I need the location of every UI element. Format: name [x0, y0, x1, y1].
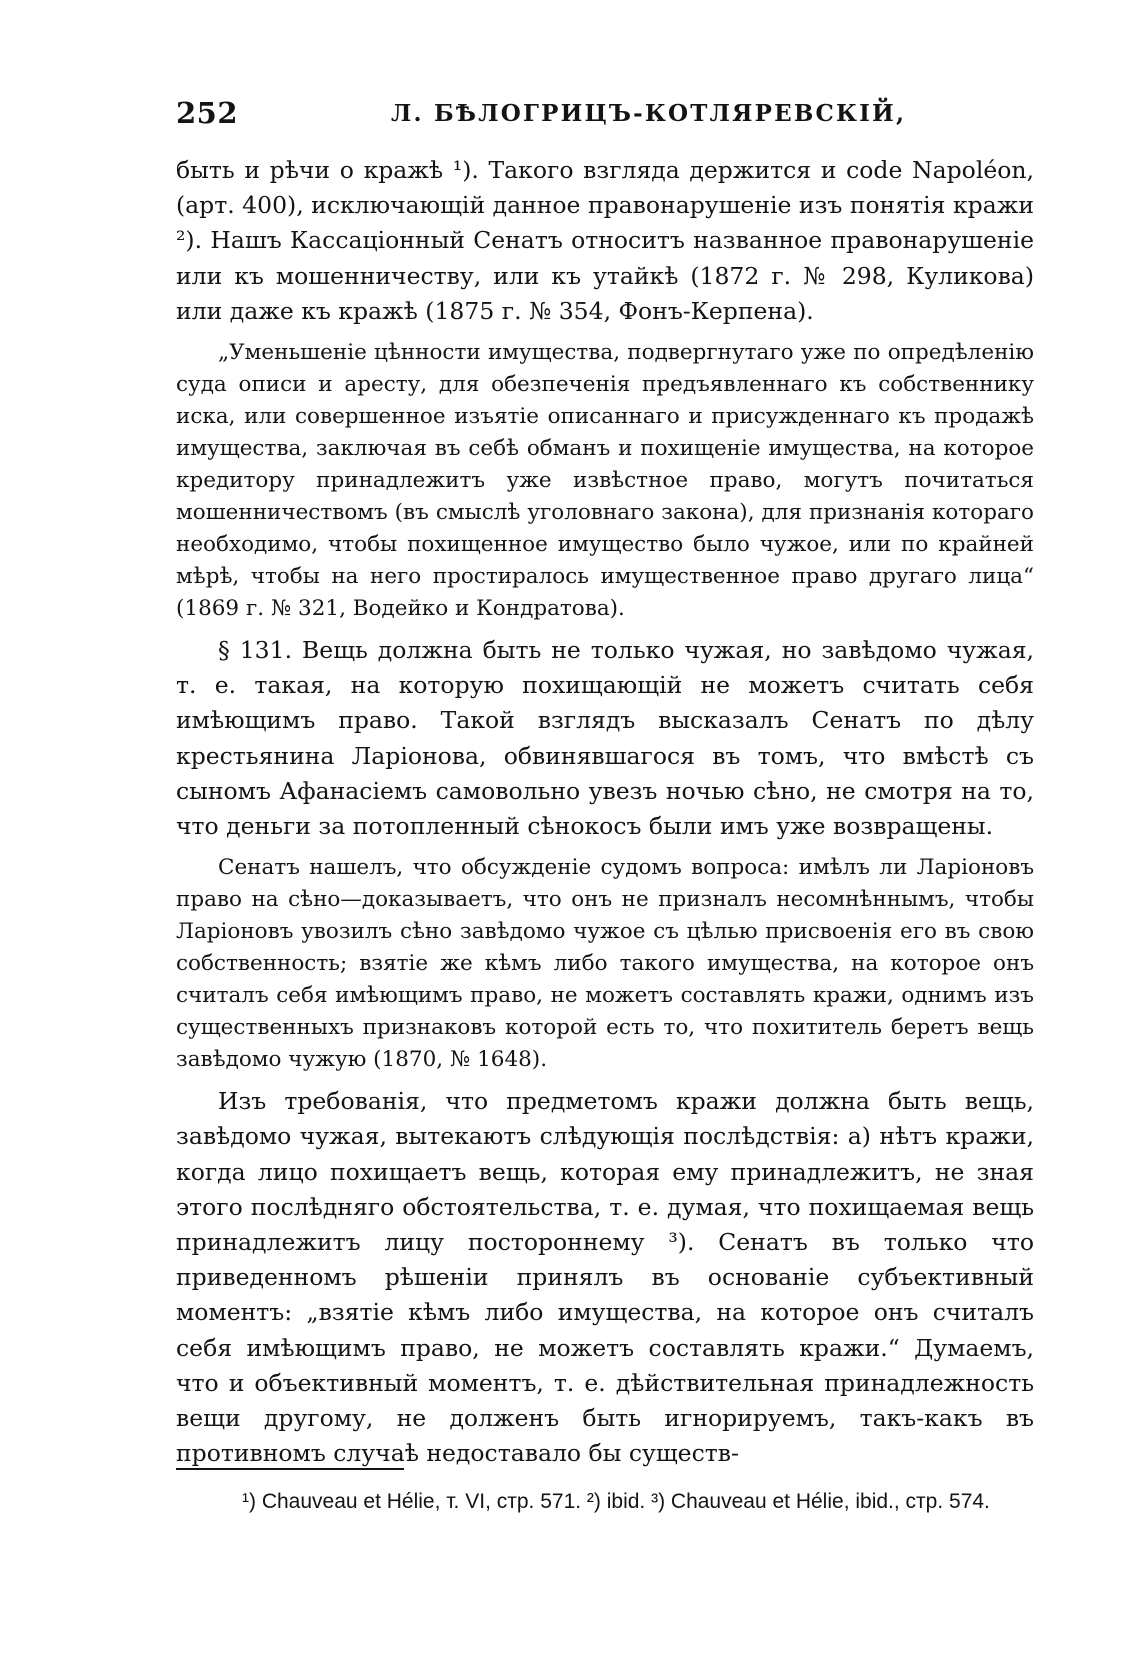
paragraph-quotation: „Уменьшеніе цѣнности имущества, подвергнутаго уже по опредѣленію суда описи и аресту, для обезпеченія предъявленнаго къ собственнику иска, или совершенное изъятіе описаннаго и присужденнаго къ продажѣ имущества, заключая въ себѣ обманъ и похищеніе имущества, на которое кредитору принадлежитъ уже извѣстное право, могутъ почитаться мошенничествомъ (въ смыслѣ уголовнаго закона), для признанія котораго необходимо, чтобы похищенное имущество было чужое, или по крайней мѣрѣ, чтобы на него простиралось имущественное право другаго лица“ (1869 г. № 321, Водейко и Кондратова).	[176, 340, 1034, 622]
body-text	[176, 153, 1034, 1471]
running-title: Л. БѢЛОГРИЦЪ-КОТЛЯРЕВСКІЙ,	[391, 100, 907, 127]
footnotes	[176, 1486, 1034, 1518]
paragraph-consequences: Изъ требованія, что предметомъ кражи должна быть вещь, завѣдомо чужая, вытекаютъ слѣдующія послѣдствія: а) нѣтъ кражи, когда лицо похищаетъ вещь, которая ему принадлежитъ, не зная этого послѣдняго обстоятельства, т. е. думая, что похищаемая вещь принадлежитъ лицу постороннему ³). Сенатъ въ только что приведенномъ рѣшеніи принялъ въ основаніе субъективный моментъ: „взятіе кѣмъ либо имущества, на которое онъ считалъ себя имѣющимъ право, не можетъ составлять кражи.“ Думаемъ, что и объективный моментъ, т. е. дѣйствительная принадлежность вещи другому, не долженъ быть игнорируемъ, такъ-какъ въ противномъ случаѣ недоставало бы существ-	[176, 1087, 1034, 1468]
paragraph-continuation: быть и рѣчи о кражѣ ¹). Такого взгляда держится и code Napoléon, (арт. 400), исключающій данное правонарушеніе изъ понятія кражи ²). Нашъ Кассаціонный Сенатъ относитъ названное правонарушеніе или къ мошенничеству, или къ утайкѣ (1872 г. № 298, Куликова) или даже къ кражѣ (1875 г. № 354, Фонъ-Керпена).	[176, 156, 1034, 325]
page-number: 252	[176, 96, 239, 130]
footnote-text: ¹) Chauveau et Hélie, т. VI, стр. 571. ²) ibid. ³) Chauveau et Hélie, ibid., стр. 574.	[242, 1490, 990, 1513]
footnote-divider	[176, 1468, 404, 1470]
paragraph-senate-finding: Сенатъ нашелъ, что обсужденіе судомъ вопроса: имѣлъ ли Ларіоновъ право на сѣно—доказываетъ, что онъ не призналъ несомнѣннымъ, чтобы Ларіоновъ увозилъ сѣно завѣдомо чужое съ цѣлью присвоенія его въ свою собственность; взятіе же кѣмъ либо такого имущества, на которое онъ считалъ себя имѣющимъ право, не можетъ составлять кражи, однимъ изъ существенныхъ признаковъ которой есть то, что похититель беретъ вещь завѣдомо чужую (1870, № 1648).	[176, 855, 1034, 1073]
paragraph-section-131: § 131. Вещь должна быть не только чужая, но завѣдомо чужая, т. е. такая, на которую похищающій не можетъ считать себя имѣющимъ право. Такой взглядъ высказалъ Сенатъ по дѣлу крестьянина Ларіонова, обвинявшагося въ томъ, что вмѣстѣ съ сыномъ Афанасіемъ самовольно увезъ ночью сѣно, не смотря на то, что деньги за потопленный сѣнокосъ были имъ уже возвращены.	[176, 636, 1034, 841]
page-header	[176, 92, 1034, 136]
